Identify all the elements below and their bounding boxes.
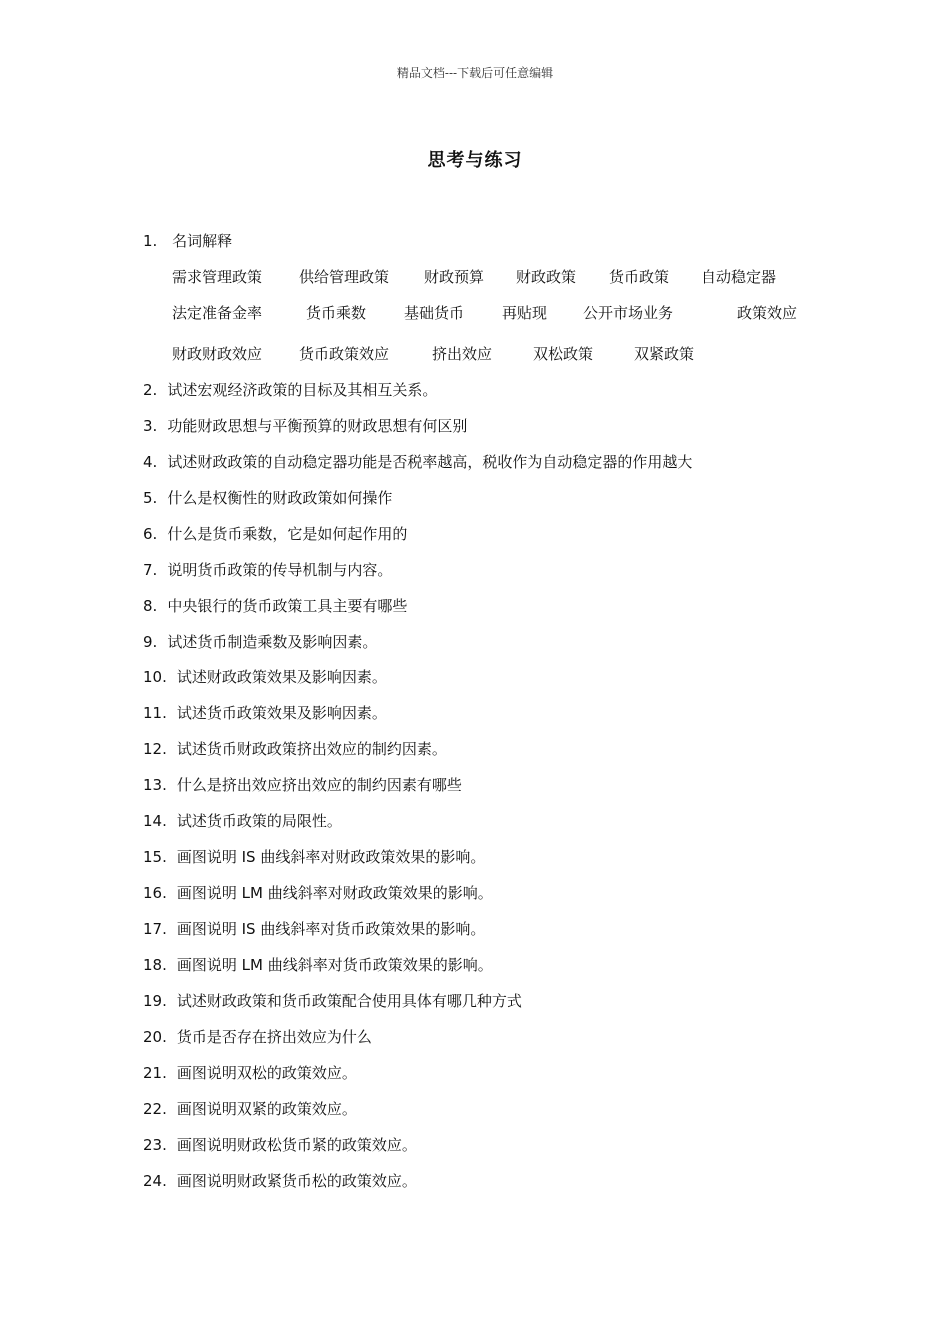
question-number: 16. [143,884,167,902]
question-number: 8. [143,597,158,615]
term-item: 挤出效应 [432,345,493,363]
question-text: 什么是挤出效应挤出效应的制约因素有哪些 [176,776,462,794]
question-item [143,487,392,509]
question-item [143,810,342,832]
term-item: 财政财政效应 [172,345,263,363]
term-item: 需求管理政策 [172,268,263,286]
question-number: 2. [143,381,158,399]
term-item: 基础货币 [404,304,465,322]
question-text: 画图说明 IS 曲线斜率对财政政策效果的影响。 [176,848,486,866]
question-text: 画图说明 LM 曲线斜率对货币政策效果的影响。 [176,956,493,974]
question-number: 12. [143,740,167,758]
question-number: 19. [143,992,167,1010]
question-text: 画图说明双松的政策效应。 [176,1064,357,1082]
question-number: 6. [143,525,158,543]
page-title: 思考与练习 [427,150,523,171]
question-number: 1. [143,232,158,250]
question-item [143,415,467,437]
question-item [143,918,485,940]
question-text: 说明货币政策的传导机制与内容。 [167,561,393,579]
question-item [143,559,392,581]
term-item: 公开市场业务 [583,304,674,322]
question-text: 试述货币制造乘数及影响因素。 [167,633,378,651]
question-item [143,1134,417,1156]
term-item: 财政政策 [516,268,577,286]
term-item: 货币政策效应 [299,345,390,363]
question-text: 试述货币财政政策挤出效应的制约因素。 [176,740,447,758]
question-text: 画图说明 LM 曲线斜率对财政政策效果的影响。 [176,884,493,902]
question-item [143,451,692,473]
question-number: 7. [143,561,158,579]
question-text: 试述货币政策的局限性。 [176,812,342,830]
question-number: 5. [143,489,158,507]
question-text: 试述财政政策的自动稳定器功能是否税率越高，税收作为自动稳定器的作用越大 [167,453,693,471]
question-text: 名词解释 [172,232,233,250]
question-text: 功能财政思想与平衡预算的财政思想有何区别 [167,417,468,435]
question-item [143,738,447,760]
question-text: 画图说明财政松货币紧的政策效应。 [176,1136,417,1154]
question-number: 24. [143,1172,167,1190]
question-number: 23. [143,1136,167,1154]
question-text: 中央银行的货币政策工具主要有哪些 [167,597,408,615]
term-item: 财政预算 [424,268,485,286]
question-text: 画图说明财政紧货币松的政策效应。 [176,1172,417,1190]
question-number: 21. [143,1064,167,1082]
question-text: 什么是货币乘数，它是如何起作用的 [167,525,408,543]
question-text: 货币是否存在挤出效应为什么 [176,1028,372,1046]
question-number: 11. [143,704,167,722]
term-item: 货币乘数 [306,304,367,322]
question-text: 画图说明 IS 曲线斜率对货币政策效果的影响。 [176,920,486,938]
question-number: 17. [143,920,167,938]
question-number: 3. [143,417,158,435]
question-item [143,1098,357,1120]
question-item [143,954,493,976]
question-number: 22. [143,1100,167,1118]
question-number: 4. [143,453,158,471]
question-item [143,1170,417,1192]
question-item [143,1062,357,1084]
term-item: 双紧政策 [634,345,695,363]
question-item [143,595,407,617]
question-text: 试述财政政策效果及影响因素。 [176,668,387,686]
question-item [143,666,387,688]
term-item: 政策效应 [737,304,798,322]
question-item [143,774,462,796]
question-text: 画图说明双紧的政策效应。 [176,1100,357,1118]
question-number: 13. [143,776,167,794]
term-item: 双松政策 [533,345,594,363]
question-1 [143,230,232,252]
question-number: 20. [143,1028,167,1046]
question-item [143,1026,372,1048]
term-item: 货币政策 [609,268,670,286]
question-number: 14. [143,812,167,830]
question-text: 试述财政政策和货币政策配合使用具体有哪几种方式 [176,992,522,1010]
page-header: 精品文档---下载后可任意编辑 [396,66,554,80]
question-item [143,846,485,868]
question-item [143,882,493,904]
term-item: 自动稳定器 [701,268,777,286]
term-item: 法定准备金率 [172,304,263,322]
term-item: 供给管理政策 [299,268,390,286]
question-text: 试述货币政策效果及影响因素。 [176,704,387,722]
question-text: 试述宏观经济政策的目标及其相互关系。 [167,381,438,399]
question-number: 15. [143,848,167,866]
question-item [143,702,387,724]
term-item: 再贴现 [502,304,548,322]
question-item [143,379,437,401]
question-text: 什么是权衡性的财政政策如何操作 [167,489,393,507]
question-item [143,523,407,545]
question-item [143,631,377,653]
question-number: 10. [143,668,167,686]
question-item [143,990,522,1012]
question-number: 9. [143,633,158,651]
question-number: 18. [143,956,167,974]
